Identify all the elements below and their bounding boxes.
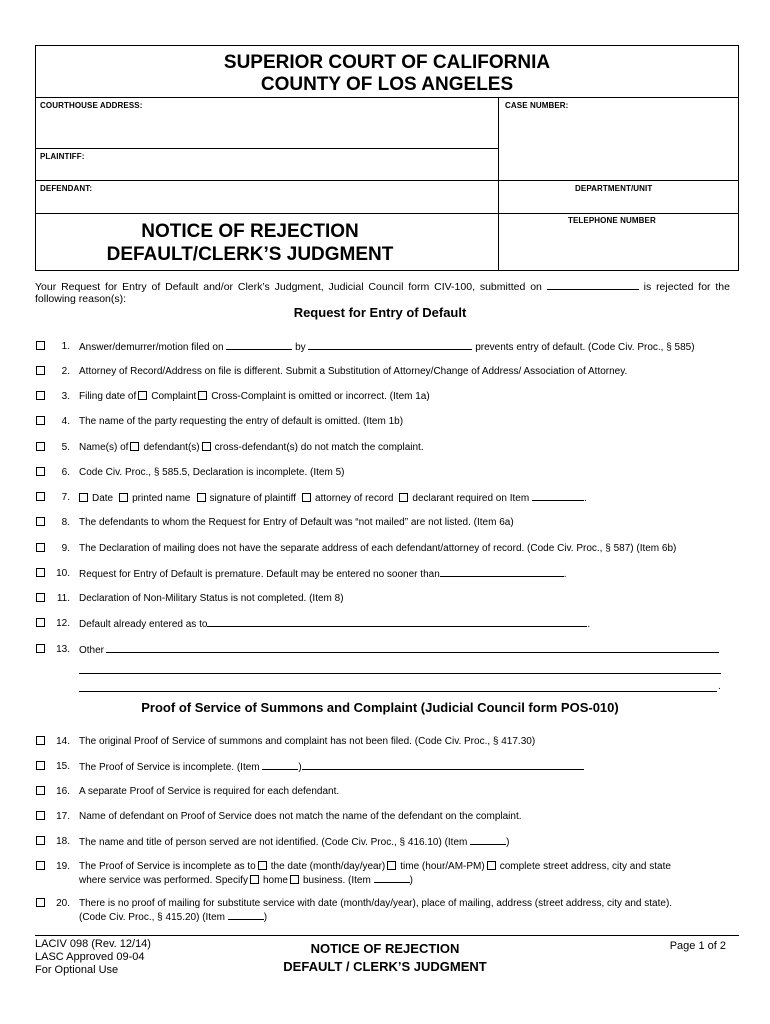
reason-7-text-a: Date — [92, 493, 114, 504]
reason-20-checkbox[interactable] — [36, 898, 45, 907]
reason-5-text — [79, 441, 729, 454]
reason-13-text-a: Other — [79, 645, 105, 656]
reason-18-number: 18. — [56, 836, 70, 847]
reason-10-text — [79, 567, 729, 581]
reason-1-text-a: Answer/demurrer/motion filed on — [79, 342, 224, 353]
reason-3-cross-complaint-checkbox[interactable] — [198, 391, 207, 400]
reason-15-checkbox[interactable] — [36, 761, 45, 770]
form-title-line-1: NOTICE OF REJECTION — [141, 221, 359, 242]
reason-item-5 — [0, 441, 770, 467]
reason-19-text-f: home — [262, 875, 288, 886]
footer-form-info — [35, 938, 151, 977]
reason-1-text-c: prevents entry of default. (Code Civ. Proc., § 585) — [475, 342, 695, 353]
reason-10-text-b: . — [563, 569, 567, 580]
reason-item-10 — [0, 567, 770, 593]
reason-item-1 — [0, 340, 770, 366]
reason-10-text-a: Request for Entry of Default is premature. Default may be entered no sooner than — [79, 569, 440, 580]
reason-6-checkbox[interactable] — [36, 467, 45, 476]
reason-1-by-blank[interactable] — [308, 340, 472, 350]
reason-7-text-f: . — [583, 493, 587, 504]
reason-3-complaint-checkbox[interactable] — [138, 391, 147, 400]
reason-5-number: 5. — [61, 442, 70, 453]
reason-20-text-b: (Code Civ. Proc., § 415.20) (Item — [79, 912, 225, 923]
reason-19-text-e: where service was performed. Specify — [79, 875, 248, 886]
reason-19-text-h: ) — [409, 875, 413, 886]
reason-item-7 — [0, 491, 770, 517]
reason-13-blank-2[interactable] — [79, 673, 721, 674]
reason-7-item-blank[interactable] — [532, 491, 584, 501]
reason-item-3 — [0, 390, 770, 416]
reason-18-text-b: ) — [506, 837, 510, 848]
reason-7-printed-name-checkbox[interactable] — [119, 493, 128, 502]
reason-7-text-d: attorney of record — [315, 493, 394, 504]
reason-20-line-2 — [79, 910, 729, 924]
reason-17-text: Name of defendant on Proof of Service does not match the name of the defendant on the complaint. — [79, 811, 522, 822]
reason-1-checkbox[interactable] — [36, 341, 45, 350]
reason-1-number: 1. — [61, 341, 70, 352]
reason-15-text-b: ) — [298, 762, 302, 773]
reason-5-cross-defendant-checkbox[interactable] — [202, 442, 211, 451]
reason-19-date-checkbox[interactable] — [258, 861, 267, 870]
reason-2-checkbox[interactable] — [36, 366, 45, 375]
reason-item-4 — [0, 415, 770, 441]
reason-17-number: 17. — [56, 811, 70, 822]
reason-16-text: A separate Proof of Service is required for each defendant. — [79, 786, 340, 797]
reason-7-date-checkbox[interactable] — [79, 493, 88, 502]
submitted-date-blank[interactable] — [547, 280, 639, 290]
reason-18-item-blank[interactable] — [470, 835, 506, 845]
plaintiff-label: PLAINTIFF: — [40, 152, 85, 161]
reason-5-text-c: cross-defendant(s) do not match the complaint. — [214, 442, 424, 453]
reason-7-checkbox[interactable] — [36, 492, 45, 501]
reason-5-text-a: Name(s) of — [79, 442, 129, 453]
reason-4-number: 4. — [61, 416, 70, 427]
reason-item-13 — [0, 643, 770, 669]
reason-item-12 — [0, 617, 770, 643]
reason-9-checkbox[interactable] — [36, 543, 45, 552]
reason-12-number: 12. — [56, 618, 70, 629]
reason-8-checkbox[interactable] — [36, 517, 45, 526]
reason-3-checkbox[interactable] — [36, 391, 45, 400]
reason-19-line-2 — [79, 873, 729, 887]
footer-rule — [35, 935, 739, 936]
reason-8-number: 8. — [61, 517, 70, 528]
header-divider-court — [35, 97, 739, 98]
reason-7-text-e: declarant required on Item — [412, 493, 530, 504]
reason-16-checkbox[interactable] — [36, 786, 45, 795]
reason-15-number: 15. — [56, 761, 70, 772]
reason-13-end: . — [718, 681, 721, 692]
reason-20-line-1: There is no proof of mailing for substitute service with date (month/day/year), place of mailing, address (street address, city and state). — [79, 898, 673, 909]
reason-15-trailing-blank[interactable] — [302, 760, 584, 770]
reason-item-6 — [0, 466, 770, 492]
reason-3-text-a: Filing date of — [79, 391, 137, 402]
reason-item-18 — [0, 835, 770, 861]
reason-19-number: 19. — [56, 861, 70, 872]
reason-1-text — [79, 340, 729, 354]
section-heading-proof-of-service: Proof of Service of Summons and Complaint (Judicial Council form POS-010) — [141, 700, 619, 715]
court-line-1: SUPERIOR COURT OF CALIFORNIA — [223, 52, 551, 73]
reason-9-number: 9. — [61, 543, 70, 554]
reason-7-text — [79, 491, 729, 505]
reason-11-checkbox[interactable] — [36, 593, 45, 602]
reason-13-text — [79, 643, 729, 657]
reason-13-blank-3[interactable] — [79, 691, 717, 692]
reason-19-checkbox[interactable] — [36, 861, 45, 870]
reason-14-number: 14. — [56, 736, 70, 747]
reason-19-home-checkbox[interactable] — [250, 875, 259, 884]
reason-1-date-blank[interactable] — [226, 340, 292, 350]
reason-17-checkbox[interactable] — [36, 811, 45, 820]
reason-4-checkbox[interactable] — [36, 416, 45, 425]
reason-1-text-b: by — [295, 342, 306, 353]
reason-item-19 — [0, 860, 770, 890]
reason-2-number: 2. — [61, 366, 70, 377]
header-divider-defendant — [35, 180, 739, 181]
footer-form-id: LACIV 098 (Rev. 12/14) — [35, 938, 151, 950]
reason-20-text-c: ) — [263, 912, 268, 923]
footer-title-line-2: DEFAULT / CLERK’S JUDGMENT — [283, 959, 487, 974]
reason-7-declarant-checkbox[interactable] — [399, 493, 408, 502]
reason-19-time-checkbox[interactable] — [387, 861, 396, 870]
reason-14-checkbox[interactable] — [36, 736, 45, 745]
reason-5-checkbox[interactable] — [36, 442, 45, 451]
reason-item-11 — [0, 592, 770, 618]
reason-6-text: Code Civ. Proc., § 585.5, Declaration is incomplete. (Item 5) — [79, 467, 345, 478]
footer-approved: LASC Approved 09-04 — [35, 951, 145, 963]
reason-12-checkbox[interactable] — [36, 618, 45, 627]
reason-11-text: Declaration of Non-Military Status is not completed. (Item 8) — [79, 593, 344, 604]
reason-14-text: The original Proof of Service of summons and complaint has not been filed. (Code Civ. Proc., § 417.30) — [79, 736, 536, 747]
reason-19-address-checkbox[interactable] — [487, 861, 496, 870]
reason-15-text — [79, 760, 729, 774]
reason-10-date-blank[interactable] — [440, 567, 564, 577]
reason-item-8 — [0, 516, 770, 542]
reason-8-text: The defendants to whom the Request for Entry of Default was “not mailed” are not listed. (Item 6a) — [79, 517, 514, 528]
reason-5-defendant-checkbox[interactable] — [130, 442, 139, 451]
reason-3-text — [79, 390, 729, 403]
reason-12-blank[interactable] — [207, 617, 587, 627]
reason-3-text-b: Complaint — [151, 391, 197, 402]
reason-19-text-c: time (hour/AM-PM) — [400, 861, 485, 872]
reason-19-business-checkbox[interactable] — [290, 875, 299, 884]
reason-7-attorney-checkbox[interactable] — [302, 493, 311, 502]
reason-15-item-blank[interactable] — [262, 760, 298, 770]
reason-10-number: 10. — [56, 568, 70, 579]
intro-text-b: is rejected for the following reason(s): — [35, 281, 730, 305]
reason-20-number: 20. — [56, 898, 70, 909]
form-title — [35, 220, 465, 266]
reason-item-17 — [0, 810, 770, 836]
header-box-bottom — [35, 270, 739, 271]
footer-page-number: Page 1 of 2 — [669, 940, 726, 952]
reason-13-checkbox[interactable] — [36, 644, 45, 653]
header-divider-plaintiff — [35, 148, 498, 149]
reason-19-item-blank[interactable] — [374, 873, 410, 883]
reason-19-text-b: the date (month/day/year) — [270, 861, 386, 872]
header-box-top — [35, 45, 739, 46]
reason-6-number: 6. — [61, 467, 70, 478]
reason-20-item-blank[interactable] — [228, 910, 264, 920]
header-divider-title — [35, 213, 739, 214]
footer-title — [255, 940, 515, 976]
reason-7-text-b: printed name — [132, 493, 191, 504]
case-number-label: CASE NUMBER: — [505, 101, 569, 110]
section-heading-default: Request for Entry of Default — [293, 305, 467, 320]
intro-paragraph — [35, 280, 730, 305]
header-vertical-divider — [498, 97, 499, 271]
reason-item-16 — [0, 785, 770, 811]
courthouse-address-label: COURTHOUSE ADDRESS: — [40, 101, 143, 110]
reason-19-line-1 — [79, 860, 729, 873]
footer-title-line-1: NOTICE OF REJECTION — [310, 941, 460, 956]
court-name — [35, 52, 739, 96]
reason-18-checkbox[interactable] — [36, 836, 45, 845]
reason-7-signature-checkbox[interactable] — [197, 493, 206, 502]
reason-12-text-b: . — [587, 619, 591, 630]
form-title-line-2: DEFAULT/CLERK’S JUDGMENT — [106, 244, 394, 265]
reason-12-text — [79, 617, 729, 631]
reason-item-2 — [0, 365, 770, 391]
reason-5-text-b: defendant(s) — [143, 442, 200, 453]
reason-4-text: The name of the party requesting the entry of default is omitted. (Item 1b) — [79, 416, 404, 427]
reason-9-text: The Declaration of mailing does not have the separate address of each defendant/attorney of record. (Code Civ. Proc., § 587) (Item 6b) — [79, 543, 677, 554]
reason-16-number: 16. — [56, 786, 70, 797]
reason-13-blank-1[interactable] — [106, 643, 719, 653]
court-line-2: COUNTY OF LOS ANGELES — [260, 74, 514, 95]
reason-item-20 — [0, 897, 770, 927]
footer-optional: For Optional Use — [35, 964, 119, 976]
reason-19-text-g: business. (Item — [302, 875, 371, 886]
reason-18-text-a: The name and title of person served are not identified. (Code Civ. Proc., § 416.10) (Item — [79, 837, 468, 848]
reason-12-text-a: Default already entered as to — [79, 619, 208, 630]
reason-3-text-c: Cross-Complaint is omitted or incorrect. (Item 1a) — [211, 391, 430, 402]
reason-11-number: 11. — [56, 593, 70, 604]
reason-18-text — [79, 835, 729, 849]
reason-item-15 — [0, 760, 770, 786]
department-label: DEPARTMENT/UNIT — [575, 184, 653, 193]
reason-7-number: 7. — [61, 492, 70, 503]
reason-10-checkbox[interactable] — [36, 568, 45, 577]
reason-15-text-a: The Proof of Service is incomplete. (Item — [79, 762, 260, 773]
reason-3-number: 3. — [61, 391, 70, 402]
reason-13-number: 13. — [56, 644, 70, 655]
reason-7-text-c: signature of plaintiff — [209, 493, 297, 504]
reason-2-text: Attorney of Record/Address on file is different. Submit a Substitution of Attorney/Change of Address/ Association of Attorney. — [79, 366, 628, 377]
telephone-label: TELEPHONE NUMBER — [568, 216, 656, 225]
reason-19-text-d: complete street address, city and state — [499, 861, 671, 872]
reason-item-9 — [0, 542, 770, 568]
reason-item-14 — [0, 735, 770, 761]
intro-text-a: Your Request for Entry of Default and/or Clerk’s Judgment, Judicial Council form CIV-100, submitted on — [35, 281, 542, 293]
defendant-label: DEFENDANT: — [40, 184, 93, 193]
reason-19-text-a: The Proof of Service is incomplete as to — [79, 861, 256, 872]
